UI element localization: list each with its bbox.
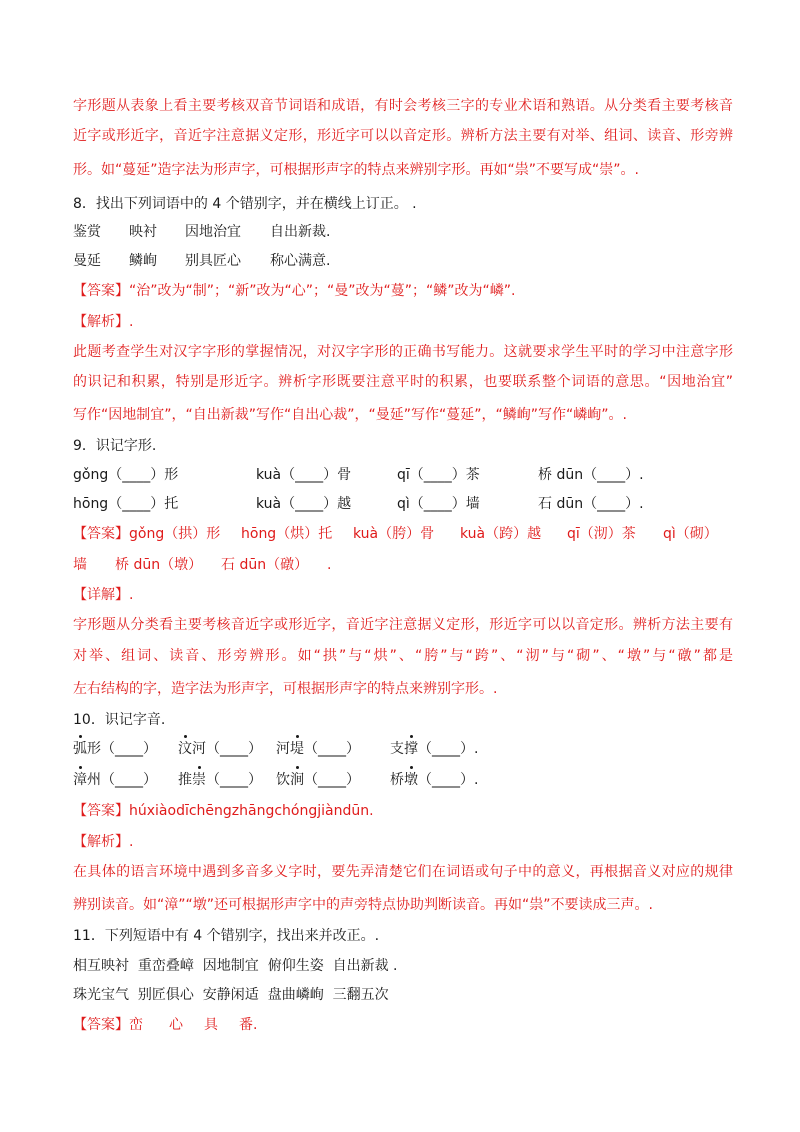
q11-line-1: 相互映衬 重峦叠嶂 因地制宜 俯仰生姿 自出新裁 . <box>73 958 398 974</box>
q9-row-2 <box>73 495 733 513</box>
q10-item <box>178 771 262 789</box>
q9-item: qī（____）茶 <box>397 467 480 483</box>
q10-item <box>276 740 360 758</box>
q11-answer <box>73 1016 733 1034</box>
q8-word: 自出新裁. <box>270 224 331 240</box>
q10-dotted-char: 墩 <box>404 772 418 788</box>
q10-text: 桥 <box>390 772 404 788</box>
q8-word-row-2 <box>73 252 733 270</box>
q10-item <box>276 771 360 789</box>
q9-item: 石 dūn（____）. <box>538 496 644 512</box>
q11-answer-item: 【答案】峦 <box>73 1017 143 1033</box>
q9-detail-label: 【详解】. <box>73 587 134 603</box>
q10-text: 州（____） <box>87 772 157 788</box>
q8-word: 因地治宜 <box>185 224 241 240</box>
q10-text: （____） <box>304 772 360 788</box>
q9-answer-item: kuà（跨）越 <box>460 526 542 542</box>
q10-dotted-char: 崇 <box>192 772 206 788</box>
q9-item: kuà（____）骨 <box>256 467 352 483</box>
q10-text: （____） <box>304 741 360 757</box>
q9-answer-item: 石 dūn（礅） <box>221 557 309 573</box>
q9-answer-item: kuà（胯）骨 <box>353 526 435 542</box>
q10-dotted-char: 汶 <box>178 741 192 757</box>
q10-dotted-char: 弧 <box>73 741 87 757</box>
q9-question: 9．识记字形. <box>73 438 157 454</box>
q10-dotted-char: 涧 <box>290 772 304 788</box>
q10-text: 推 <box>178 772 192 788</box>
q9-answer-item: qì（砌） <box>663 526 718 542</box>
q8-word: 曼延 <box>73 253 101 269</box>
q9-answer-row-2 <box>73 556 733 574</box>
q9-answer-item: 【答案】gǒng（拱）形 <box>73 526 221 542</box>
q8-analysis-line-1: 此题考查学生对汉字字形的掌握情况，对汉字字形的正确书写能力。这就要求学生平时的学习中注意字形 <box>73 344 733 360</box>
q10-row-2 <box>73 771 733 789</box>
q10-text: （____） <box>206 772 262 788</box>
q11-line-2: 珠光宝气 别匠俱心 安静闲适 盘曲嶙峋 三翻五次 <box>73 987 389 1003</box>
q10-question: 10．识记字音. <box>73 712 166 728</box>
q10-text: 支 <box>390 741 404 757</box>
q11-answer-item: 心 <box>169 1017 183 1033</box>
q9-item: hōng（____）托 <box>73 496 179 512</box>
q8-question: 8．找出下列词语中的 4 个错别字，并在横线上订正。 . <box>73 196 417 212</box>
q8-word-row-1 <box>73 223 733 241</box>
q10-row-1 <box>73 740 733 758</box>
q9-item: gǒng（____）形 <box>73 467 179 483</box>
q8-word: 鉴赏 <box>73 224 101 240</box>
q8-word: 鳞峋 <box>129 253 157 269</box>
intro-line-2: 近字或形近字，音近字注意据义定形，形近字可以以音定形。辨析方法主要有对举、组词、读音、形旁辨 <box>73 128 733 144</box>
q10-analysis-line-2: 辨别读音。如“漳”“墩”还可根据形声字中的声旁特点协助判断读音。再如“祟”不要读成三声。. <box>73 897 653 913</box>
q9-answer-item: . <box>327 557 332 573</box>
q9-item: qì（____）墙 <box>397 496 480 512</box>
q8-analysis-line-3: 写作“因地制宜”，“自出新裁”写作“自出心裁”，“曼延”写作“蔓延”，“鳞峋”写作“嶙峋”。. <box>73 407 627 423</box>
intro-line-3: 形。如“蔓延”造字法为形声字，可根据形声字的特点来辨别字形。再如“祟”不要写成“崇”。. <box>73 162 639 178</box>
q10-item <box>178 740 262 758</box>
q10-text: 河 <box>276 741 290 757</box>
q9-answer-item: qī（沏）茶 <box>567 526 636 542</box>
q10-text: 河（____） <box>192 741 262 757</box>
q10-answer: 【答案】húxiàodīchēngzhāngchóngjiàndūn. <box>73 803 374 819</box>
q9-item: 桥 dūn（____）. <box>538 467 644 483</box>
q10-dotted-char: 堤 <box>290 741 304 757</box>
q10-item <box>390 740 478 758</box>
q10-item <box>73 740 157 758</box>
q9-detail-line-2: 对举、组词、读音、形旁辨形。如“拱”与“烘”、“胯”与“跨”、“沏”与“砌”、“墩”与“礅”都是 <box>73 648 733 664</box>
q9-detail-line-1: 字形题从分类看主要考核音近字或形近字，音近字注意据义定形，形近字可以以音定形。辨析方法主要有 <box>73 617 733 633</box>
q10-text: 饮 <box>276 772 290 788</box>
q8-word: 称心满意. <box>270 253 331 269</box>
q11-question: 11．下列短语中有 4 个错别字，找出来并改正。. <box>73 928 380 944</box>
q10-analysis-line-1: 在具体的语言环境中遇到多音多义字时，要先弄清楚它们在词语或句子中的意义，再根据音义对应的规律 <box>73 864 733 880</box>
q9-answer-item: 墙 <box>73 557 87 573</box>
intro-line-1: 字形题从表象上看主要考核双音节词语和成语，有时会考核三字的专业术语和熟语。从分类看主要考核音 <box>73 98 733 114</box>
q11-answer-item: 具 <box>204 1017 218 1033</box>
q8-word: 映衬 <box>129 224 157 240</box>
q11-answer-item: 番. <box>239 1017 258 1033</box>
q9-answer-row-1 <box>73 525 733 543</box>
q10-text: （____）. <box>418 741 479 757</box>
q9-detail-line-3: 左右结构的字，造字法为形声字，可根据形声字的特点来辨别字形。. <box>73 681 498 697</box>
q10-item <box>73 771 157 789</box>
q8-answer: 【答案】“治”改为“制”；“新”改为“心”；“曼”改为“蔓”；“鳞”改为“嶙”. <box>73 283 516 299</box>
q10-text: 形（____） <box>87 741 157 757</box>
q10-dotted-char: 漳 <box>73 772 87 788</box>
q9-row-1 <box>73 466 733 484</box>
q9-item: kuà（____）越 <box>256 496 352 512</box>
q10-item <box>390 771 478 789</box>
q9-answer-item: hōng（烘）托 <box>241 526 333 542</box>
q9-answer-item: 桥 dūn（墩） <box>115 557 203 573</box>
q8-word: 别具匠心 <box>185 253 241 269</box>
q10-analysis-label: 【解析】. <box>73 834 134 850</box>
q10-dotted-char: 撑 <box>404 741 418 757</box>
q10-text: （____）. <box>418 772 479 788</box>
q8-analysis-line-2: 的识记和积累，特别是形近字。辨析字形既要注意平时的积累，也要联系整个词语的意思。“因地治宜” <box>73 374 733 390</box>
q8-analysis-label: 【解析】. <box>73 314 134 330</box>
